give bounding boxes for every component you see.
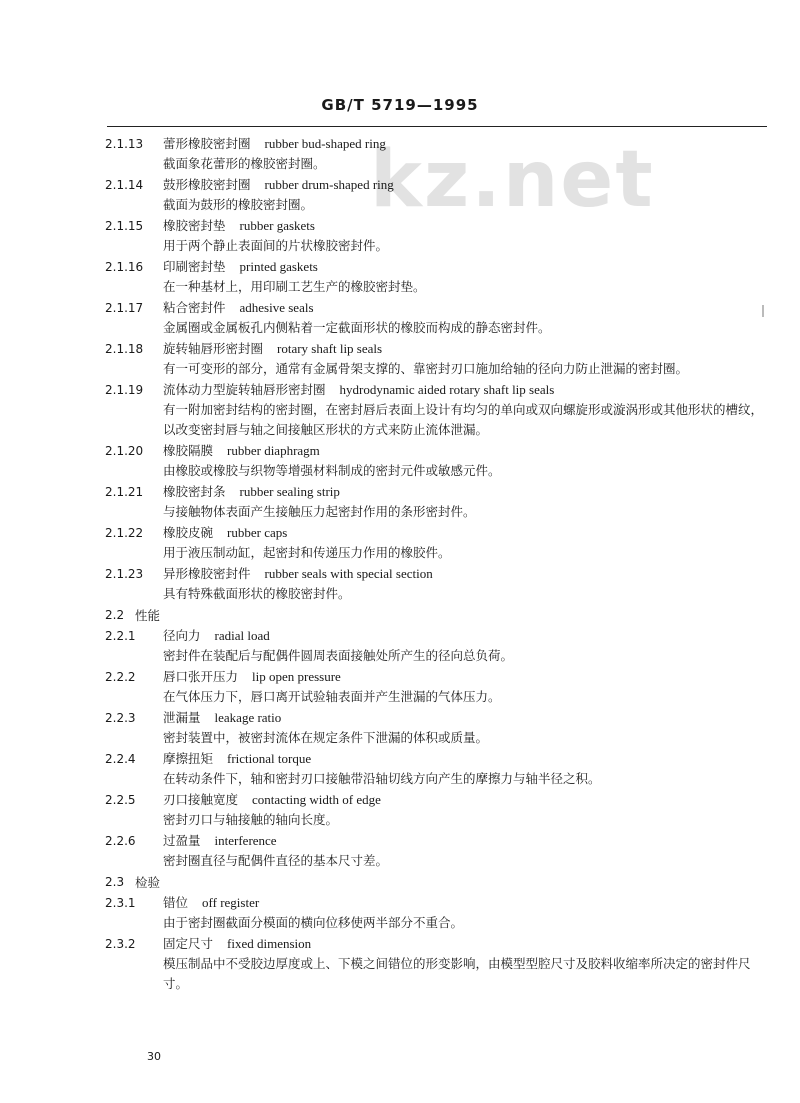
term-chinese: 蕾形橡胶密封圈 xyxy=(163,136,251,151)
term-chinese: 异形橡胶密封件 xyxy=(163,566,251,581)
section-heading-inspection xyxy=(105,872,775,893)
term-chinese: 唇口张开压力 xyxy=(163,669,239,684)
term-entry xyxy=(105,482,775,522)
term-line xyxy=(105,441,775,461)
term-line xyxy=(105,831,775,851)
section-number: 2.3 xyxy=(105,875,125,889)
term-number: 2.1.14 xyxy=(105,178,144,192)
term-definition: 密封件在装配后与配偶件圆周表面接触处所产生的径向总负荷。 xyxy=(163,648,514,663)
term-english: fixed dimension xyxy=(227,936,312,951)
term-line xyxy=(105,380,775,400)
term-english: rotary shaft lip seals xyxy=(277,341,383,356)
term-line xyxy=(105,626,775,646)
term-number: 2.2.3 xyxy=(105,711,136,725)
term-definition: 在气体压力下，唇口离开试验轴表面并产生泄漏的气体压力。 xyxy=(163,689,501,704)
term-definition: 模压制品中不受胶边厚度或上、下模之间错位的形变影响，由模型型腔尺寸及胶料收缩率所决定的密封件尺寸。 xyxy=(163,956,751,991)
term-line xyxy=(105,523,775,543)
term-number: 2.2.1 xyxy=(105,629,136,643)
term-entry xyxy=(105,298,775,338)
term-chinese: 粘合密封件 xyxy=(163,300,226,315)
term-line xyxy=(105,564,775,584)
term-number: 2.1.23 xyxy=(105,567,144,581)
header-rule xyxy=(107,126,767,127)
term-number: 2.1.21 xyxy=(105,485,144,499)
term-chinese: 径向力 xyxy=(163,628,201,643)
term-number: 2.1.22 xyxy=(105,526,144,540)
term-english: rubber diaphragm xyxy=(227,443,320,458)
term-line xyxy=(105,175,775,195)
term-chinese: 鼓形橡胶密封圈 xyxy=(163,177,251,192)
term-chinese: 泄漏量 xyxy=(163,710,201,725)
term-chinese: 过盈量 xyxy=(163,833,201,848)
term-english: radial load xyxy=(214,628,270,643)
term-number: 2.2.6 xyxy=(105,834,136,848)
term-entry xyxy=(105,175,775,215)
term-entry xyxy=(105,749,775,789)
term-english: rubber seals with special section xyxy=(264,566,433,581)
term-chinese: 摩擦扭矩 xyxy=(163,751,214,766)
term-english: leakage ratio xyxy=(214,710,282,725)
term-definition: 在一种基材上，用印刷工艺生产的橡胶密封垫。 xyxy=(163,279,426,294)
page-number: 30 xyxy=(147,1050,161,1063)
term-english: contacting width of edge xyxy=(252,792,381,807)
term-chinese: 橡胶隔膜 xyxy=(163,443,214,458)
term-line xyxy=(105,790,775,810)
term-english: hydrodynamic aided rotary shaft lip seals xyxy=(339,382,555,397)
term-chinese: 橡胶密封条 xyxy=(163,484,226,499)
term-line xyxy=(105,667,775,687)
term-english: adhesive seals xyxy=(239,300,314,315)
term-entry xyxy=(105,831,775,871)
entries-group-2-3 xyxy=(105,893,775,994)
term-line xyxy=(105,708,775,728)
term-line xyxy=(105,482,775,502)
term-number: 2.1.13 xyxy=(105,137,144,151)
term-definition: 用于两个静止表面间的片状橡胶密封件。 xyxy=(163,238,389,253)
term-line xyxy=(105,257,775,277)
watermark: kz.net xyxy=(370,135,655,225)
term-chinese: 旋转轴唇形密封圈 xyxy=(163,341,264,356)
term-english: rubber gaskets xyxy=(239,218,315,233)
term-entry xyxy=(105,380,775,440)
term-definition: 与接触物体表面产生接触压力起密封作用的条形密封件。 xyxy=(163,504,476,519)
term-entry xyxy=(105,934,775,994)
term-chinese: 固定尺寸 xyxy=(163,936,214,951)
term-definition: 有一附加密封结构的密封圈，在密封唇后表面上设计有均匀的单向或双向螺旋形或漩涡形或其他形状的槽纹，以改变密封唇与轴之间接触区形状的方式来防止流体泄漏。 xyxy=(163,402,764,437)
term-entry xyxy=(105,523,775,563)
term-number: 2.3.2 xyxy=(105,937,136,951)
term-number: 2.1.15 xyxy=(105,219,144,233)
term-line xyxy=(105,134,775,154)
term-english: rubber sealing strip xyxy=(239,484,340,499)
entries-group-2-2 xyxy=(105,626,775,871)
term-entry xyxy=(105,257,775,297)
term-line xyxy=(105,339,775,359)
term-definition: 在转动条件下，轴和密封刃口接触带沿轴切线方向产生的摩擦力与轴半径之积。 xyxy=(163,771,601,786)
term-definition: 用于液压制动缸，起密封和传递压力作用的橡胶件。 xyxy=(163,545,451,560)
term-number: 2.2.4 xyxy=(105,752,136,766)
term-number: 2.1.17 xyxy=(105,301,144,315)
term-entry xyxy=(105,339,775,379)
term-entry xyxy=(105,564,775,604)
term-english: lip open pressure xyxy=(252,669,341,684)
term-chinese: 橡胶皮碗 xyxy=(163,525,214,540)
section-heading-performance xyxy=(105,605,775,626)
term-chinese: 流体动力型旋转轴唇形密封圈 xyxy=(163,382,326,397)
term-number: 2.2.2 xyxy=(105,670,136,684)
term-line xyxy=(105,893,775,913)
term-definition: 由于密封圈截面分模面的横向位移使两半部分不重合。 xyxy=(163,915,464,930)
terms-content xyxy=(105,134,775,995)
standard-code-header: GB/T 5719—1995 xyxy=(321,96,479,114)
term-entry xyxy=(105,790,775,830)
term-line xyxy=(105,749,775,769)
term-definition: 截面为鼓形的橡胶密封圈。 xyxy=(163,197,314,212)
term-number: 2.3.1 xyxy=(105,896,136,910)
term-definition: 金属圈或金属板孔内侧粘着一定截面形状的橡胶而构成的静态密封件。 xyxy=(163,320,551,335)
entries-group-2-1 xyxy=(105,134,775,604)
section-title: 检验 xyxy=(135,875,161,890)
term-chinese: 刃口接触宽度 xyxy=(163,792,239,807)
term-english: frictional torque xyxy=(227,751,312,766)
term-chinese: 错位 xyxy=(163,895,189,910)
term-english: printed gaskets xyxy=(239,259,318,274)
term-line xyxy=(105,216,775,236)
term-definition: 密封刃口与轴接触的轴向长度。 xyxy=(163,812,339,827)
term-chinese: 橡胶密封垫 xyxy=(163,218,226,233)
term-definition: 密封装置中，被密封流体在规定条件下泄漏的体积或质量。 xyxy=(163,730,489,745)
term-definition: 具有特殊截面形状的橡胶密封件。 xyxy=(163,586,351,601)
term-entry xyxy=(105,216,775,256)
term-english: off register xyxy=(202,895,260,910)
term-definition: 由橡胶或橡胶与织物等增强材料制成的密封元件或敏感元件。 xyxy=(163,463,501,478)
term-number: 2.1.20 xyxy=(105,444,144,458)
section-number: 2.2 xyxy=(105,608,125,622)
term-definition: 密封圈直径与配偶件直径的基本尺寸差。 xyxy=(163,853,389,868)
term-entry xyxy=(105,134,775,174)
term-entry xyxy=(105,667,775,707)
term-english: rubber caps xyxy=(227,525,288,540)
term-definition: 有一可变形的部分，通常有金属骨架支撑的、靠密封刃口施加给轴的径向力防止泄漏的密封圈。 xyxy=(163,361,689,376)
term-number: 2.1.16 xyxy=(105,260,144,274)
term-entry xyxy=(105,708,775,748)
term-entry xyxy=(105,441,775,481)
term-english: rubber bud-shaped ring xyxy=(264,136,386,151)
term-entry xyxy=(105,626,775,666)
term-line xyxy=(105,298,775,318)
term-entry xyxy=(105,893,775,933)
term-english: interference xyxy=(214,833,277,848)
term-number: 2.1.18 xyxy=(105,342,144,356)
term-number: 2.1.19 xyxy=(105,383,144,397)
term-chinese: 印刷密封垫 xyxy=(163,259,226,274)
term-definition: 截面象花蕾形的橡胶密封圈。 xyxy=(163,156,326,171)
section-title: 性能 xyxy=(135,608,161,623)
term-english: rubber drum-shaped ring xyxy=(264,177,394,192)
term-line xyxy=(105,934,775,954)
term-number: 2.2.5 xyxy=(105,793,136,807)
